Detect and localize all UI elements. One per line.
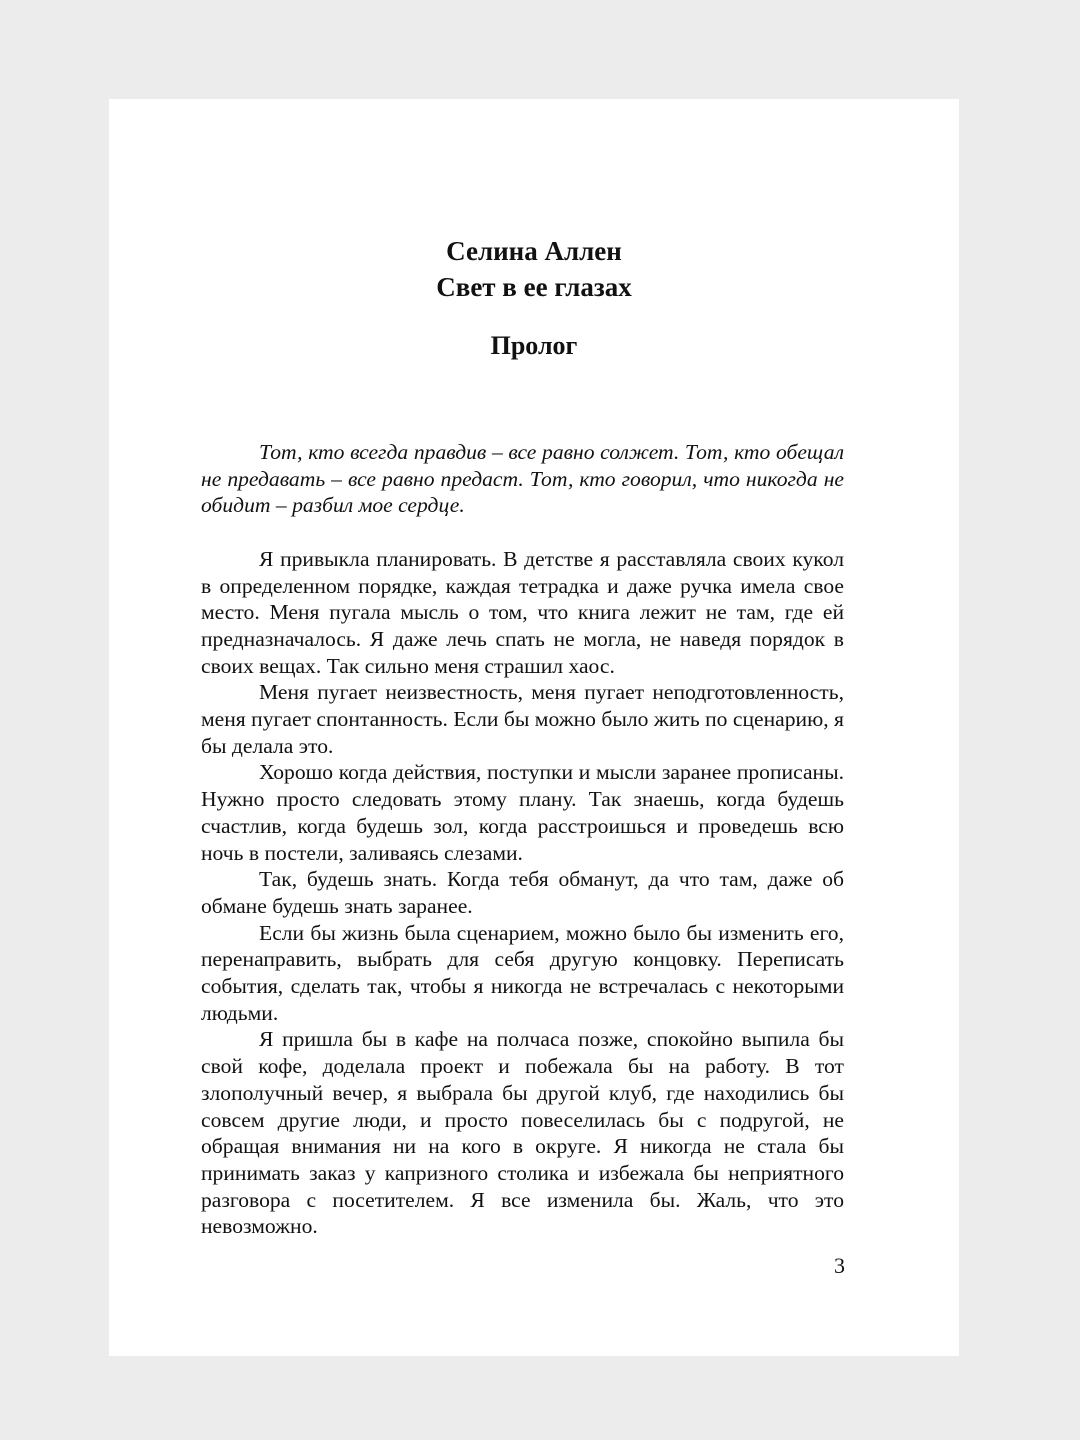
paragraph: Я пришла бы в кафе на полчаса позже, спокойно выпила бы свой кофе, доделала проект и побежала бы на работу. В тот злополучный вечер, я выбрала бы другой клуб, где находились бы совсем другие люди, и просто повеселилась бы с подругой, не обращая внимания ни на кого в округе. Я никогда не стала бы принимать заказ у капризного столика и избежала бы неприятного разговора с посетителем. Я все изменила бы. Жаль, что это невозможно. (201, 1027, 844, 1239)
page-body (201, 439, 844, 1240)
paragraph: Так, будешь знать. Когда тебя обманут, да что там, даже об обмане будешь знать заранее. (201, 867, 844, 918)
paragraph: Если бы жизнь была сценарием, можно было бы изменить его, перенаправить, выбрать для себя другую концовку. Переписать события, сделать так, чтобы я никогда не встречалась с некоторыми людьми. (201, 920, 844, 1025)
page-number: 3 (834, 1253, 845, 1278)
paragraph: Я привыкла планировать. В детстве я расставляла своих кукол в определенном порядке, каждая тетрадка и даже ручка имела свое место. Меня пугала мысль о том, что книга лежит не там, где ей предназначалось. Я даже лечь спать не могла, не наведя порядок в своих вещах. Так сильно меня страшил хаос. (201, 546, 844, 678)
author-name: Селина Аллен (446, 236, 622, 266)
paragraph: Меня пугает неизвестность, меня пугает неподготовленность, меня пугает спонтанность. Если бы можно было жить по сценарию, я бы делала это. (201, 680, 844, 758)
paragraph: Хорошо когда действия, поступки и мысли заранее прописаны. Нужно просто следовать этому плану. Так знаешь, когда будешь счастлив, когда будешь зол, когда расстроишься и проведешь всю ночь в постели, заливаясь слезами. (201, 760, 844, 865)
book-page (109, 99, 959, 1356)
chapter-heading: Пролог (490, 331, 578, 360)
book-title: Свет в ее глазах (436, 272, 632, 302)
epigraph: Тот, кто всегда правдив – все равно солжет. Тот, кто обещал не предавать – все равно предаст. Тот, кто говорил, что никогда не обидит – разбил мое сердце. (201, 440, 844, 518)
